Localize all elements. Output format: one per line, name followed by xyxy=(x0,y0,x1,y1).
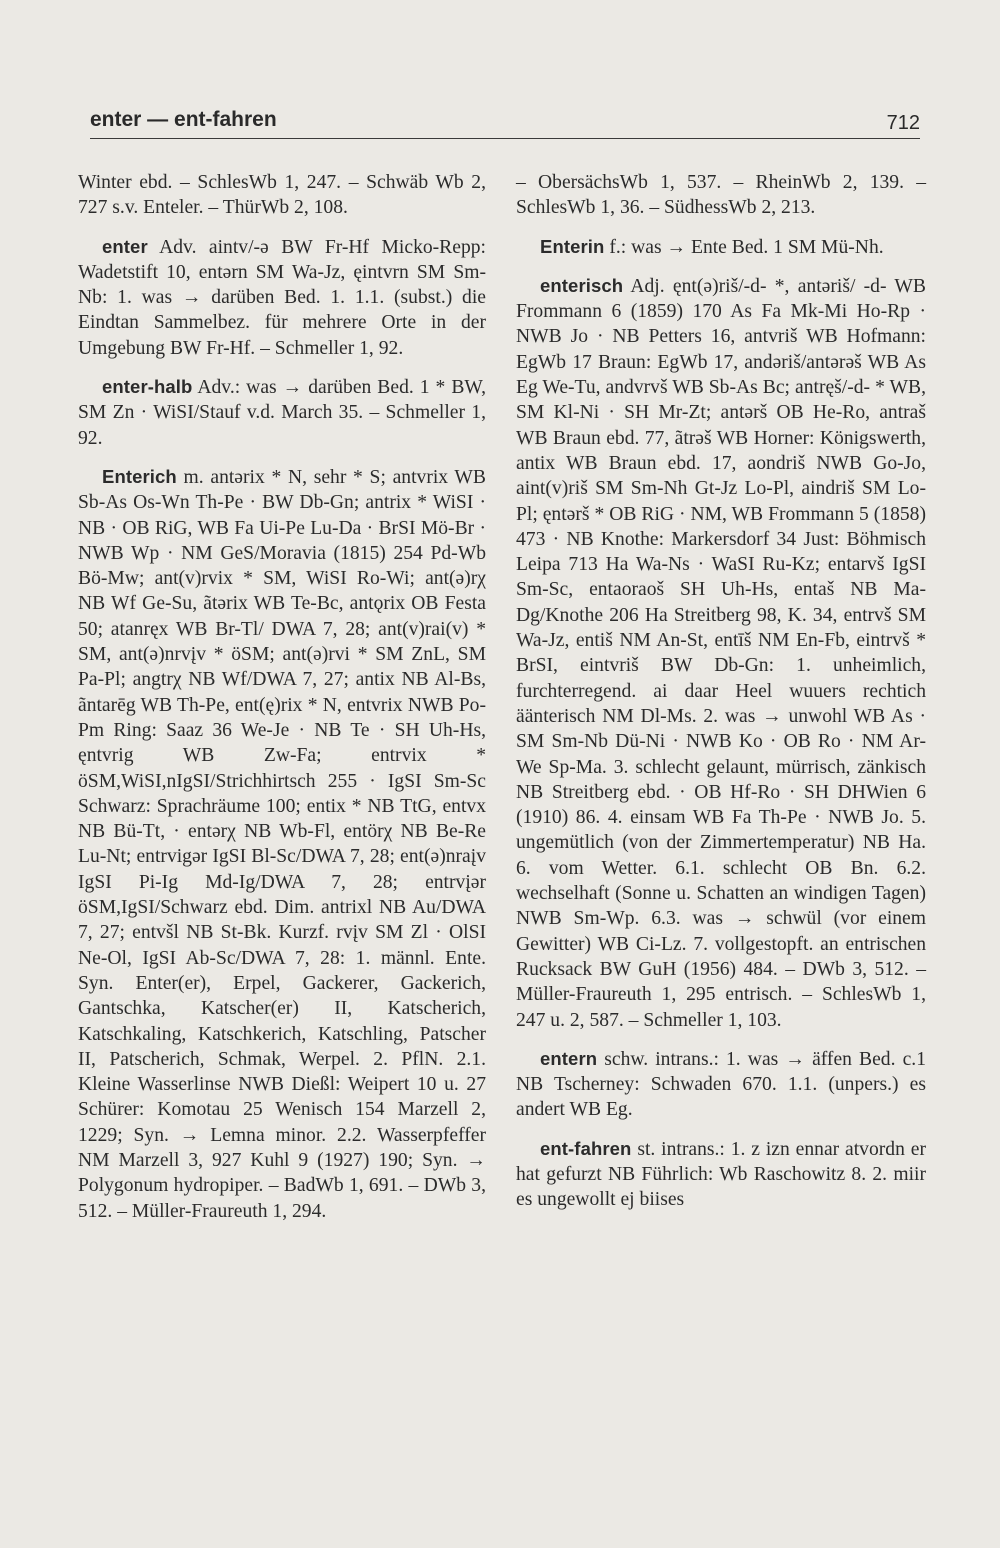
lemma: enter xyxy=(102,235,148,257)
lemma: enterisch xyxy=(540,274,624,296)
entry-text: Adv.: was → darüben Bed. 1 * BW, SM Zn · WiSI/Stauf v.d. March 35. – Schmeller 1, 92. xyxy=(78,377,486,449)
lemma: Enterin xyxy=(540,235,605,257)
lemma: entern xyxy=(540,1047,598,1069)
entry-ent-fahren xyxy=(516,1136,926,1213)
page-header xyxy=(90,104,920,139)
left-column xyxy=(78,170,486,1224)
lemma: ent-fahren xyxy=(540,1137,632,1159)
lemma: Enterich xyxy=(102,465,177,487)
entry-text: m. antərix * N, sehr * S; antvrix WB Sb-As Os-Wn Th-Pe · BW Db-Gn; antrix * WiSI · NB · OB RiG, WB Fa Ui-Pe Lu-Da · BrSI Mö-Br · NWB Wp · NM GeS/Moravia (1815) 254 Pd-Wb Bö-Mw; ant(v)rvix * SM, WiSI Ro-Wi; ant(ə)rχ NB Wf Ge-Su, ãtərix WB Te-Bc, antǫrix OB Festa 50; atanręx WB Br-Tl/ DWA 7, 28; ant(v)rai(v) * SM, ant(ə)nrvįv * öSM; ant(ə)rvi * SM ZnL, SM Pa-Pl; angtrχ NB Wf/DWA 7, 27; antix NB Al-Bs, ãntarēg WB Th-Pe, ent(ę)rix * N, entvrix NWB Po-Pm Ring: Saaz 36 We-Je · NB Te · SH Uh-Hs, ęntvrig WB Zw-Fa; entrvix * öSM,WiSI,nIgSI/Strichhirtsch 255 · IgSI Sm-Sc Schwarz: Sprachräume 100; entix * NB TtG, entvx NB Bü-Tt, · entərχ NB Wb-Fl, entörχ NB Be-Re Lu-Nt; entrvigər IgSI Bl-Sc/DWA 7, 28; ent(ə)nraįv IgSI Pi-Ig Md-Ig/DWA 7, 28; entrvįər öSM,IgSI/Schwarz ebd. Dim. antrixl NB Au/DWA 7, 27; entvšl NB St-Bk. Kurzf. rvįv SM Zl · OlSI Ne-Ol, IgSI Ab-Sc/DWA 7, 28: 1. männl. Ente. Syn. Enter(er), Erpel, Gackerer, Gackerich, Gantschka, Katscher(er) II, Katscherich, Katschkaling, Katschkerich, Katschling, Patscher II, Patscherich, Schmak, Werpel. 2. PflN. 2.1. Kleine Wasserlinse NWB Dießl: Weipert 10 u. 27 Schürer: Komotau 25 Wenisch 154 Marzell 2, 1229; Syn. → Lemna minor. 2.2. Wasserpfeffer NM Marzell 3, 927 Kuhl 9 (1927) 190; Syn. → Polygonum hydropiper. – BadWb 1, 691. – DWb 3, 512. – Müller-Fraureuth 1, 294. xyxy=(78,466,486,1222)
entry-enterin xyxy=(516,234,926,260)
lemma: enter-halb xyxy=(102,376,193,398)
entry-text: Adv. aintv/-ə BW Fr-Hf Micko-Repp: Wadetstift 10, entərn SM Wa-Jz, ęintvrn SM Sm-Nb: 1. was → darüben Bed. 1. 1.1. (subst.) die Eindtan Sammelbez. für mehrere Orte in der Umgebung BW Fr-Hf. – Schmeller 1, 92. xyxy=(78,236,486,359)
page-number: 712 xyxy=(886,112,920,134)
entry-text: schw. intrans.: 1. was → äffen Bed. c.1 NB Tscherney: Schwaden 670. 1.1. (unpers.) es andert WB Eg. xyxy=(516,1048,926,1121)
entry-enter xyxy=(78,234,486,361)
entry-text: Adj. ęnt(ə)riš/-d- *, antəriš/ -d- WB Frommann 6 (1859) 170 As Fa Mk-Mi Ho-Rp · NWB Jo · NB Petters 16, antvriš WB Hofmann: EgWb 17 Braun: EgWb 17, andəriš/antərəš WB As Eg We-Tu, andvrvš WB Sb-As Bc; antręš/-d- * WB, SM Kl-Ni · SH Mr-Zt; antərš OB He-Ro, antraš WB Braun ebd. 77, ãtrəš WB Horner: Königswerth, antix WB Braun ebd. 17, aondriš NWB Go-Jo, aint(v)riš SM Sm-Nh Gt-Jz Lo-Pl, aindriš SM Lo-Pl; ęntərš * OB RiG · NM, WB Frommann 5 (1858) 473 · NB Knothe: Markersdorf 34 Just: Böhmisch Leipa 713 Ha Wa-Ns · WaSI Ru-Kz; entarvš IgSI Sm-Sc, entaoraoš SH Uh-Hs, entaš NB Ma-Dg/Knothe 206 Ha Streitberg 98, K. 34, entrvš SM Wa-Jz, entiš NM An-St, entīš NM En-Fb, eintrvš * BrSI, eintvriš BW Db-Gn: 1. unheimlich, furchterregend. ai daar Heel wuuers rechtich äänterisch NM Dl-Ms. 2. was → unwohl WB As · SM Sm-Nb Dü-Ni · NWB Ko · OB Ro · NM Ar-We Sp-Ma. 3. schlecht gelaunt, mürrisch, zänkisch NB Streitberg ebd. · OB Hf-Ro · SH DHWien 6 (1910) 86. 4. einsam WB Fa Th-Pe · NWB Jo. 5. ungemütlich (von der Zimmertemperatur) NB Ha. 6. vom Wetter. 6.1. schlecht OB Bn. 6.2. wechselhaft (Sonne u. Schatten an windigen Tagen) NWB Sm-Wp. 6.3. was → schwül (vor einem Gewitter) WB Ci-Lz. 7. vollgestopft. an entrischen Rucksack BW GuH (1956) 484. – DWb 3, 512. – Müller-Fraureuth 1, 295 entrisch. – SchlesWb 1, 247 u. 2, 587. – Schmeller 1, 103. xyxy=(516,275,926,1031)
continuation-paragraph: – ObersächsWb 1, 537. – RheinWb 2, 139. – SchlesWb 1, 36. – SüdhessWb 2, 213. xyxy=(516,172,926,219)
running-head: enter — ent-fahren xyxy=(90,108,277,131)
entry-enter-halb xyxy=(78,374,486,451)
entry-text: f.: was → Ente Bed. 1 SM Mü-Nh. xyxy=(609,236,884,258)
entry-enterisch xyxy=(516,273,926,1033)
continuation-paragraph: Winter ebd. – SchlesWb 1, 247. – Schwäb Wb 2, 727 s.v. Enteler. – ThürWb 2, 108. xyxy=(78,172,486,219)
right-column xyxy=(516,170,926,1213)
entry-text: st. intrans.: 1. z izn ennar atvordn er hat gefurzt NB Führlich: Wb Raschowitz 8. 2. miir es ungewollt ej biises xyxy=(516,1138,926,1211)
entry-entern xyxy=(516,1046,926,1123)
entry-enterich xyxy=(78,464,486,1224)
